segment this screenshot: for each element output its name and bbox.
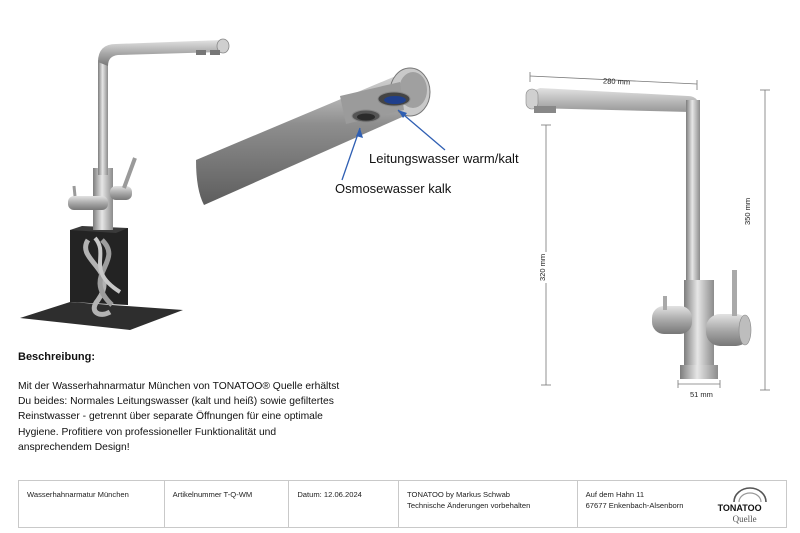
dim-base-label: 51 mm	[690, 390, 713, 399]
description-line: Du beides: Normales Leitungswasser (kalt und heiß) sowie gefiltertes	[18, 396, 334, 408]
footer-date: Datum: 12.06.2024	[297, 490, 362, 499]
description-line: Mit der Wasserhahnarmatur München von TONATOO® Quelle erhältst	[18, 381, 340, 392]
footer-info-table	[18, 480, 787, 528]
footer-article-cell	[165, 481, 290, 527]
description-text	[18, 379, 388, 455]
dim-width-label: 280 mm	[602, 76, 631, 87]
footer-company-cell	[399, 481, 578, 527]
description-line: Hygiene. Profitiere von professioneller Funktionalität und	[18, 426, 277, 438]
footer-city: 67677 Enkenbach-Alsenborn	[585, 501, 684, 510]
footer-address-cell	[578, 481, 786, 527]
footer-street: Auf dem Hahn 11	[585, 490, 645, 499]
footer-company: TONATOO by Markus Schwab	[407, 490, 511, 499]
footer-company-note: Technische Änderungen vorbehalten	[407, 501, 531, 510]
tap-water-callout: Leitungswasser warm/kalt	[369, 151, 519, 166]
osmosis-water-callout: Osmosewasser kalk	[335, 181, 452, 196]
logo-subtitle: Quelle	[732, 514, 757, 524]
dim-spout-height-label: 320 mm	[538, 253, 547, 281]
description-line: Reinstwasser - getrennt über separate Öffnungen für eine optimale	[18, 411, 323, 423]
footer-product: Wasserhahnarmatur München	[27, 490, 129, 499]
tonatoo-logo-icon	[730, 484, 770, 504]
footer-article: Artikelnummer T-Q-WM	[172, 490, 253, 499]
logo-wordmark: TONATOO	[717, 503, 762, 513]
description-title: Beschreibung:	[18, 351, 96, 363]
description-line: ansprechendem Design!	[18, 441, 130, 453]
footer-date-cell	[289, 481, 399, 527]
footer-product-cell	[19, 481, 165, 527]
dim-total-height-label: 350 mm	[743, 197, 752, 225]
